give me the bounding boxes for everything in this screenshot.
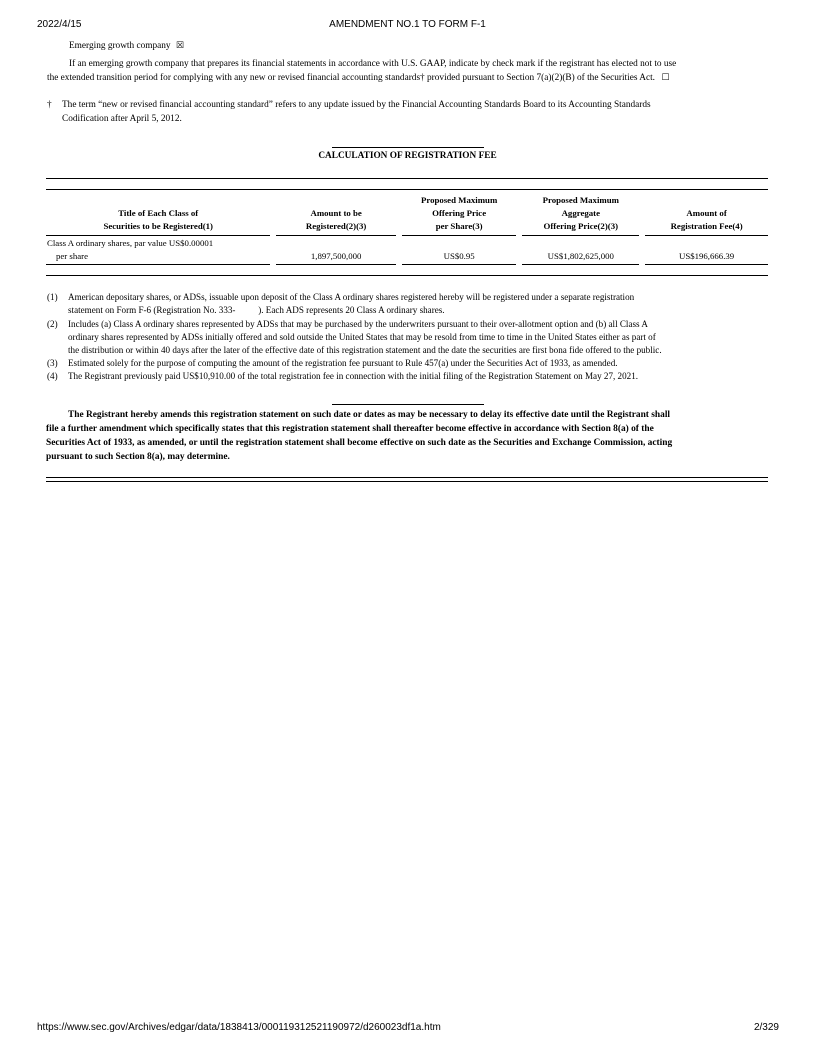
- emerging-growth-line: [69, 39, 184, 53]
- amendment-line1: The Registrant hereby amends this registration statement on such date or dates as may be necessary to delay its effective date until the Registrant shall: [68, 410, 671, 420]
- row-fee: US$196,666.39: [645, 236, 768, 265]
- bottom-rule-1: [46, 477, 768, 478]
- footnote-number: (4): [47, 371, 58, 381]
- col-aggregate-line3: Offering Price(2)(3): [543, 221, 619, 231]
- footnote-line: statement on Form F-6 (Registration No. 333- ). Each ADS represents 20 Class A ordinary shares.: [68, 305, 445, 316]
- col-fee-line1: Amount of: [686, 208, 727, 218]
- footnote-number: (2): [47, 319, 58, 329]
- dagger-note-line1: The term “new or revised financial accounting standard” refers to any update issued by the Financial Accounting Standards Board to its Accounting Standards: [62, 100, 651, 110]
- col-amount-header: [276, 192, 396, 236]
- footnote-line: The Registrant previously paid US$10,910.00 of the total registration fee in connection with the initial filing of the Registration Statement on May 27, 2021.: [68, 371, 639, 381]
- footnote-number: (1): [47, 292, 58, 302]
- amendment-line3: Securities Act of 1933, as amended, or until the registration statement shall become effective on such date as the Securities and Exchange Commission, acting: [46, 438, 673, 448]
- print-date: 2022/4/15: [37, 19, 82, 30]
- heading-rule: [332, 147, 484, 148]
- col-fee-header: [645, 192, 768, 236]
- table-top-rule-2: [46, 189, 768, 190]
- col-price-line2: Offering Price: [432, 208, 487, 218]
- dagger-note-line2: Codification after April 5, 2012.: [62, 114, 182, 124]
- footnote-line: Estimated solely for the purpose of computing the amount of the registration fee pursuant to Rule 457(a) under the Securities Act of 1933, as amended.: [68, 358, 618, 368]
- col-amount-line1: Amount to be: [310, 208, 362, 218]
- bottom-rule-2: [46, 481, 768, 482]
- col-aggregate-line1: Proposed Maximum: [542, 195, 619, 205]
- row-title-line1: Class A ordinary shares, par value US$0.00001: [47, 238, 214, 248]
- footnote-line: the distribution or within 40 days after the later of the effective date of this registration statement and the date the securities are first bona fide offered to the public.: [68, 345, 662, 356]
- footnote-line: ordinary shares represented by ADSs initially offered and sold outside the United States that may be resold from time to time in the United States either as part of: [68, 332, 656, 343]
- row-title-line2: per share: [56, 251, 88, 261]
- row-aggregate-price: US$1,802,625,000: [522, 236, 639, 265]
- amendment-line4: pursuant to such Section 8(a), may determine.: [46, 452, 230, 462]
- table-row: [46, 236, 768, 265]
- table-header-row: [46, 192, 768, 236]
- transition-paragraph-text: the extended transition period for complying with any new or revised financial accounting standards† provided pursuant to Section 7(a)(2)(B) of the Securities Act.: [47, 73, 656, 83]
- transition-paragraph-line2: [47, 71, 669, 85]
- page-number: 2/329: [753, 1022, 779, 1033]
- delaying-amendment: [46, 408, 768, 464]
- footnote-3: [47, 357, 767, 370]
- dagger-symbol: †: [47, 100, 52, 110]
- row-title-cell: [46, 236, 270, 265]
- col-title-line1: Title of Each Class of: [118, 208, 199, 218]
- col-aggregate-line2: Aggregate: [561, 208, 600, 218]
- emerging-growth-checkbox: ☒: [175, 41, 184, 51]
- row-amount: 1,897,500,000: [276, 236, 396, 265]
- row-price-per-share: US$0.95: [402, 236, 517, 265]
- table-top-rule: [46, 178, 768, 179]
- transition-paragraph-line1: If an emerging growth company that prepares its financial statements in accordance with U.S. GAAP, indicate by check mark if the registrant has elected not to use: [69, 59, 677, 69]
- registration-fee-table: [46, 192, 768, 265]
- amendment-line2: file a further amendment which specifically states that this registration statement shall thereafter become effective in accordance with Section 8(a) of the: [46, 424, 654, 434]
- emerging-growth-label: Emerging growth company: [69, 41, 171, 51]
- transition-checkbox: ☐: [661, 73, 670, 83]
- page-url[interactable]: https://www.sec.gov/Archives/edgar/data/1838413/000119312521190972/d260023df1a.htm: [37, 1022, 441, 1033]
- col-price-line1: Proposed Maximum: [420, 195, 498, 205]
- col-title-header: [46, 192, 270, 236]
- col-price-header: [402, 192, 517, 236]
- col-title-line2: Securities to be Registered(1): [103, 221, 213, 231]
- footnote-line: Includes (a) Class A ordinary shares represented by ADSs that may be purchased by the underwriters pursuant to their over-allotment option and (b) all Class A: [68, 319, 648, 329]
- table-bottom-rule: [46, 275, 768, 276]
- footnote-number: (3): [47, 358, 58, 368]
- amendment-rule: [332, 404, 484, 405]
- footnote-1: [47, 291, 767, 317]
- footnote-2: [47, 318, 767, 358]
- footnote-4: [47, 370, 767, 383]
- footnote-line: American depositary shares, or ADSs, issuable upon deposit of the Class A ordinary shares registered hereby will be registered under a separate registration: [68, 292, 635, 302]
- col-fee-line2: Registration Fee(4): [670, 221, 743, 231]
- col-aggregate-header: [522, 192, 639, 236]
- fee-table-heading: CALCULATION OF REGISTRATION FEE: [318, 151, 497, 161]
- col-amount-line2: Registered(2)(3): [305, 221, 367, 231]
- col-price-line3: per Share(3): [435, 221, 483, 231]
- page-title: AMENDMENT NO.1 TO FORM F-1: [329, 19, 486, 30]
